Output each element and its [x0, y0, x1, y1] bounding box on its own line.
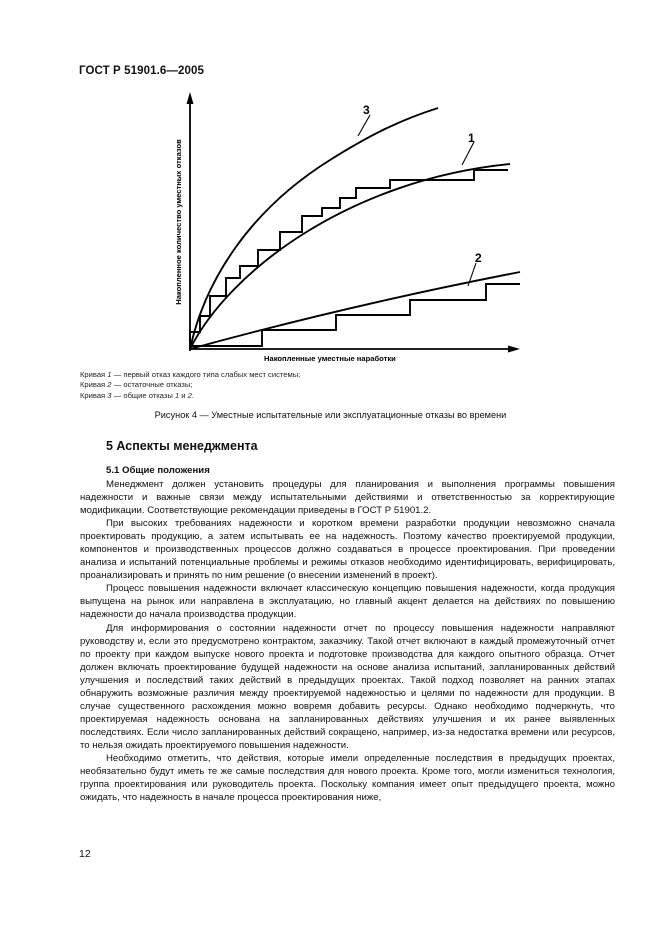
- paragraph: Менеджмент должен установить процедуры для планирования и выполнения программы повышения надежности и важные связи между испытательными действиями и ответственностью за корректирующие модификации. Соответствующие рекомендации приведены в ГОСТ Р 51901.2.: [80, 479, 615, 517]
- x-axis-arrow-icon: [508, 346, 520, 353]
- document-header: ГОСТ Р 51901.6—2005: [79, 65, 204, 77]
- legend-item: Кривая 3 — общие отказы 1 и 2.: [80, 390, 195, 400]
- figure-4-graph: [170, 90, 522, 366]
- x-axis-label: Накопленные уместные наработки: [264, 354, 396, 363]
- body-text: [80, 478, 615, 804]
- axes: [190, 102, 510, 351]
- page-number: 12: [79, 848, 91, 860]
- staircase-curve-1: [190, 170, 508, 349]
- curve-label-3: 3: [363, 103, 370, 117]
- curve-3-total-failures: [190, 108, 438, 349]
- paragraph: Для информирования о состоянии надежности отчет по процессу повышения надежности направляют руководству и, если это предусмотрено контрактом, заказчику. Такой отчет включают в каждый промежуточный отчет по проекту при каждом выпуске нового проекта и подготовке производства для каждого опытного образца. Отчет должен включать проектирование будущей надежности на основе анализа испытаний, запланированных действий улучшения и последствий таких действий в предыдущих проектах. Такой подход позволяет на ранних этапах обнаружить возможные различия между проектируемой надежностью и целями по надежности для продукции. В случае существенного расхождения можно вовремя добавить ресурсы. Однако необходимо подчеркнуть, что проектируемая надежность основана на запланированных действиях улучшения и их ранее выявленных последствиях. Если число запланированных действий сокращено, например, из-за недостатка времени или ресурсов, то нельзя ожидать проектируемого повышения надежности.: [80, 622, 615, 751]
- section-title: 5 Аспекты менеджмента: [106, 439, 258, 453]
- leader-line-1: [462, 142, 474, 165]
- staircase-curve-2: [190, 284, 520, 349]
- curve-1-first-failures: [190, 164, 510, 349]
- curve-label-1: 1: [468, 131, 475, 145]
- figure-caption: Рисунок 4 — Уместные испытательные или эксплуатационные отказы во времени: [154, 410, 507, 420]
- subsection-title: 5.1 Общие положения: [106, 465, 210, 476]
- paragraph: Необходимо отметить, что действия, которые имели определенные последствия в предыдущих проектах, необязательно будут иметь те же самые последствия для нового проекта. Кроме того, могли измениться технология, группа проектирования или руководитель проекта. Поскольку компания имеет опыт предыдущего проекта, можно ожидать, что надежность в начале процесса проектирования ниже,: [80, 752, 615, 804]
- y-axis-arrow-icon: [187, 92, 194, 104]
- legend-item: Кривая 2 — остаточные отказы;: [80, 380, 193, 390]
- curve-label-2: 2: [475, 251, 482, 265]
- y-axis-label: Накопленное количество уместных отказов: [174, 139, 183, 305]
- legend-item: Кривая 1 — первый отказ каждого типа слабых мест системы;: [80, 370, 301, 379]
- leader-line-2: [468, 263, 476, 286]
- leader-line-3: [358, 115, 370, 136]
- paragraph: При высоких требованиях надежности и коротком времени разработки продукции невозможно сначала проектировать продукцию, а затем испытывать ее на надежность. Поэтому качество проектируемой продукции, компонентов и производственных процессов должно создаваться в процессе проектирования. При проведении анализа и испытаний потенциальные проблемы и режимы отказов необходимо идентифицировать, верифицировать, проанализировать и принять по ним решение (о внесении изменений в проект).: [80, 518, 615, 582]
- paragraph: Процесс повышения надежности включает классическую концепцию повышения надежности, когда продукция выпущена на рынок или направлена в эксплуатацию, но главный акцент делается на действиях по повышению надежности до начала производства продукции.: [80, 583, 615, 621]
- figure-legend: [80, 370, 300, 401]
